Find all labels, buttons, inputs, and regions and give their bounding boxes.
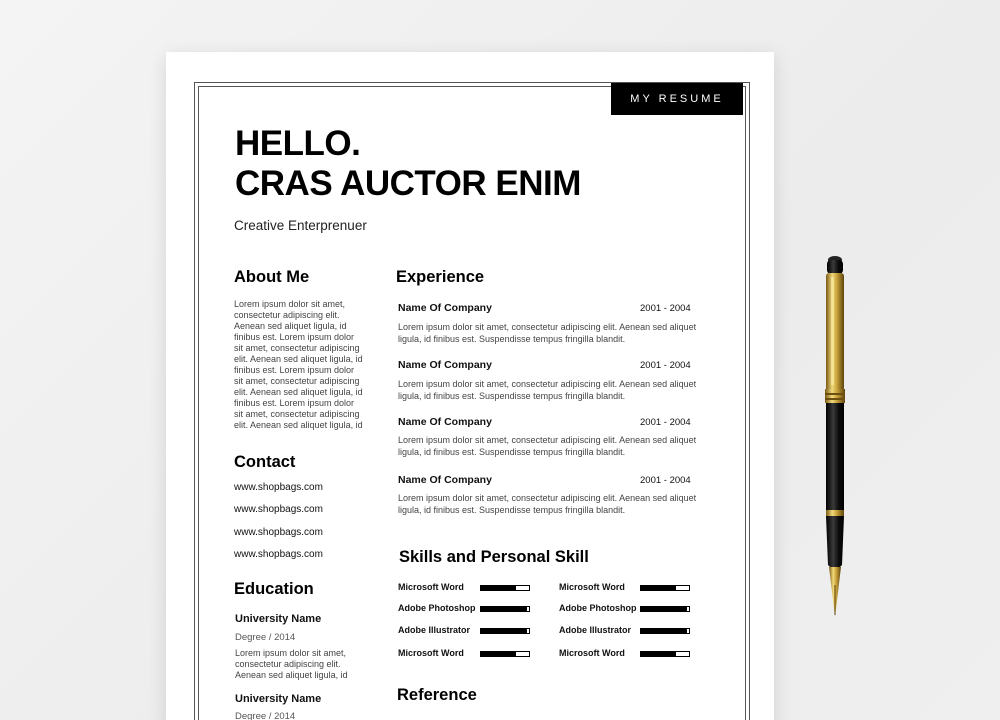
education-text: Lorem ipsum dolor sit amet, consectetur adipiscing elit. Aenean sed aliquet ligula, id — [235, 648, 348, 680]
skill-level-fill — [641, 607, 687, 611]
skill-label: Microsoft Word — [559, 648, 625, 658]
education-title: Education — [234, 580, 314, 598]
skill-label: Microsoft Word — [398, 582, 464, 592]
skill-label: Microsoft Word — [398, 648, 464, 658]
skill-level-fill — [641, 586, 676, 590]
contact-title: Contact — [234, 453, 296, 471]
skill-label: Adobe Illustrator — [559, 625, 632, 635]
degree: Degree / 2014 — [235, 632, 296, 643]
skill-level-fill — [481, 586, 516, 590]
job-company: Name Of Company — [398, 302, 492, 314]
job-description: Lorem ipsum dolor sit amet, consectetur adipiscing elit. Aenean sed aliquet ligula, id finibus est. Suspendisse tempus fringilla blandit. — [398, 435, 697, 457]
skill-level-fill — [641, 652, 676, 656]
about-text: Lorem ipsum dolor sit amet, consectetur adipiscing elit. Aenean sed aliquet ligula, id finibus est. Lorem ipsum dolor sit amet, consectetur adipiscing elit. Aenean sed aliquet ligula, id finibus est. Lorem ipsum dolor sit amet, consectetur adipiscing elit. Aenean sed aliquet ligula, id finibus est. Lorem ipsum dolor sit amet, consectetur adipiscing elit. Aenean sed aliquet ligula, id — [234, 299, 363, 430]
job-description: Lorem ipsum dolor sit amet, consectetur adipiscing elit. Aenean sed aliquet ligula, id finibus est. Suspendisse tempus fringilla blandit. — [398, 493, 697, 515]
hero-line-2: CRAS AUCTOR ENIM — [235, 164, 581, 203]
role-subtitle: Creative Enterprenuer — [234, 218, 367, 233]
skill-level-bar — [640, 585, 690, 591]
about-title: About Me — [234, 268, 310, 286]
job-date: 2001 - 2004 — [640, 417, 691, 428]
skill-label: Adobe Illustrator — [398, 625, 471, 635]
contact-link[interactable]: www.shopbags.com — [234, 482, 323, 493]
skills-title: Skills and Personal Skill — [399, 548, 589, 566]
fountain-pen-icon — [818, 255, 852, 625]
job-company: Name Of Company — [398, 474, 492, 486]
hero-title — [235, 124, 581, 204]
skill-level-fill — [481, 629, 527, 633]
contact-link[interactable]: www.shopbags.com — [234, 549, 323, 560]
skill-level-fill — [481, 607, 527, 611]
skill-level-bar — [480, 585, 530, 591]
skill-label: Adobe Photoshop — [398, 603, 476, 613]
skill-level-bar — [480, 628, 530, 634]
job-description: Lorem ipsum dolor sit amet, consectetur adipiscing elit. Aenean sed aliquet ligula, id finibus est. Suspendisse tempus fringilla blandit. — [398, 322, 697, 344]
my-resume-badge: MY RESUME — [611, 83, 743, 115]
job-description: Lorem ipsum dolor sit amet, consectetur adipiscing elit. Aenean sed aliquet ligula, id finibus est. Suspendisse tempus fringilla blandit. — [398, 379, 697, 401]
university-name: University Name — [235, 693, 322, 705]
skill-level-bar — [640, 651, 690, 657]
experience-title: Experience — [396, 268, 485, 286]
skill-level-bar — [640, 606, 690, 612]
job-date: 2001 - 2004 — [640, 360, 691, 371]
reference-title: Reference — [397, 686, 477, 704]
skill-level-bar — [480, 606, 530, 612]
hero-line-1: HELLO. — [235, 124, 361, 163]
skill-level-fill — [641, 629, 687, 633]
contact-link[interactable]: www.shopbags.com — [234, 527, 323, 538]
skill-label: Adobe Photoshop — [559, 603, 637, 613]
university-name: University Name — [235, 613, 322, 625]
degree: Degree / 2014 — [235, 711, 296, 720]
skill-level-bar — [640, 628, 690, 634]
job-company: Name Of Company — [398, 416, 492, 428]
job-date: 2001 - 2004 — [640, 475, 691, 486]
skill-level-fill — [481, 652, 516, 656]
job-company: Name Of Company — [398, 359, 492, 371]
job-date: 2001 - 2004 — [640, 303, 691, 314]
skill-level-bar — [480, 651, 530, 657]
contact-link[interactable]: www.shopbags.com — [234, 504, 323, 515]
skill-label: Microsoft Word — [559, 582, 625, 592]
